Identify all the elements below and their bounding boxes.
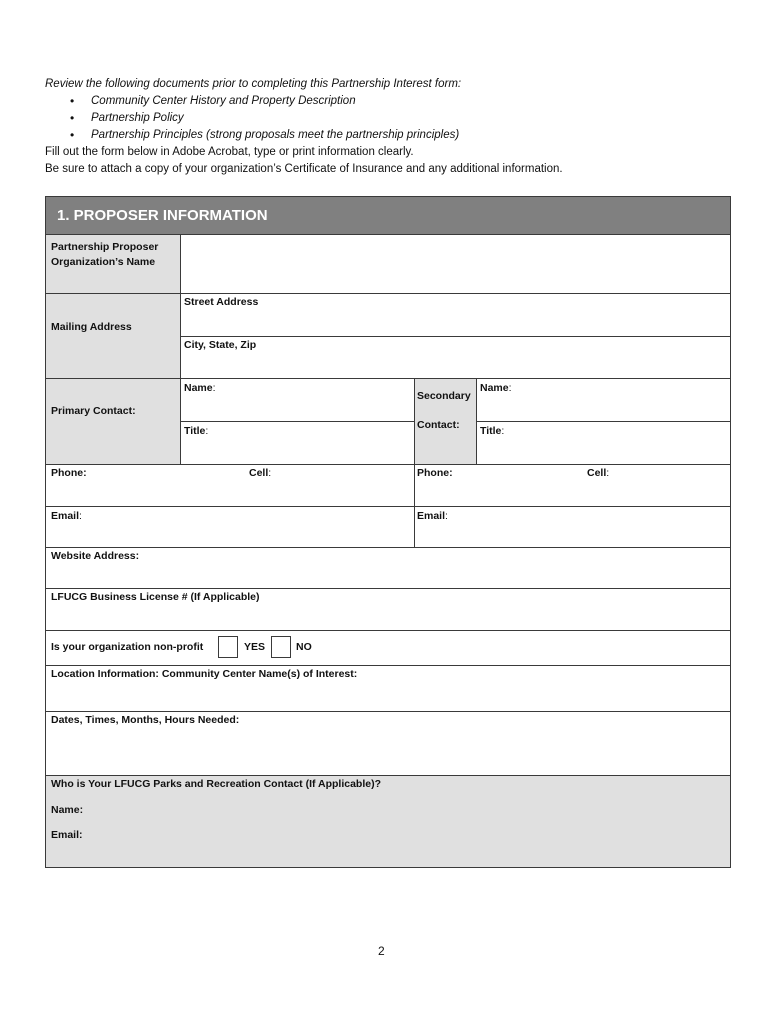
mailing-address-label: Mailing Address <box>51 321 132 333</box>
yes-label: YES <box>244 641 266 653</box>
secondary-label-1: Secondary <box>417 390 471 402</box>
section-header <box>46 197 730 235</box>
colon: : <box>501 425 505 437</box>
secondary-phone-label: Phone: <box>417 467 453 479</box>
review-line: Review the following documents prior to completing this Partnership Interest form: <box>45 78 462 90</box>
secondary-label-2: Contact: <box>417 419 460 431</box>
page-number: 2 <box>378 944 385 958</box>
document-item: • Partnership Policy <box>45 110 745 127</box>
org-name-label <box>51 240 158 270</box>
fill-instruction: Fill out the form below in Adobe Acrobat, type or print information clearly. <box>45 146 414 158</box>
primary-title-label <box>184 424 208 439</box>
email-text: Email <box>51 510 80 522</box>
secondary-name-label <box>480 381 512 396</box>
org-name-label-line: Partnership Proposer <box>51 241 159 253</box>
yes-checkbox[interactable] <box>218 636 238 658</box>
name-text: Name <box>184 382 213 394</box>
title-text: Title <box>480 425 502 437</box>
email-text: Email <box>417 510 446 522</box>
name-text: Name <box>480 382 509 394</box>
colon: : <box>212 382 216 394</box>
instructions <box>45 76 745 178</box>
street-address-label: Street Address <box>184 296 259 308</box>
section-title: 1. PROPOSER INFORMATION <box>57 207 268 224</box>
cell-text: Cell <box>587 467 607 479</box>
document-item: • Community Center History and Property Description <box>45 93 745 110</box>
org-name-label-line: Organization’s Name <box>51 256 156 268</box>
primary-contact-label-cell <box>46 379 180 464</box>
website-label: Website Address: <box>51 550 140 562</box>
no-label: NO <box>296 641 312 653</box>
dates-label: Dates, Times, Months, Hours Needed: <box>51 714 240 726</box>
cell-text: Cell <box>249 467 269 479</box>
parks-contact-label: Who is Your LFUCG Parks and Recreation Contact (If Applicable)? <box>51 778 382 790</box>
colon: : <box>445 510 448 522</box>
document-item: • Partnership Principles (strong proposals meet the partnership principles) <box>45 127 745 144</box>
colon: : <box>205 425 209 437</box>
primary-contact-label: Primary Contact: <box>51 405 136 417</box>
document-list <box>45 93 745 144</box>
primary-phone-label: Phone: <box>51 467 87 479</box>
primary-email-label <box>51 509 82 524</box>
primary-cell-label <box>249 466 271 481</box>
parks-email-label: Email: <box>51 829 83 841</box>
primary-name-label <box>184 381 216 396</box>
colon: : <box>79 510 82 522</box>
no-checkbox[interactable] <box>271 636 291 658</box>
secondary-email-label <box>417 509 448 524</box>
business-license-label: LFUCG Business License # (If Applicable) <box>51 591 260 603</box>
parks-name-label: Name: <box>51 804 84 816</box>
secondary-cell-label <box>587 466 609 481</box>
proposer-information-form <box>45 196 731 868</box>
attach-instruction: Be sure to attach a copy of your organization’s Certificate of Insurance and any additional information. <box>45 163 563 175</box>
location-label: Location Information: Community Center Name(s) of Interest: <box>51 668 358 680</box>
colon: : <box>508 382 512 394</box>
secondary-title-label <box>480 424 504 439</box>
city-state-zip-label: City, State, Zip <box>184 339 257 351</box>
mailing-label-cell <box>46 294 180 379</box>
colon: : <box>268 467 272 479</box>
nonprofit-label: Is your organization non-profit <box>51 641 204 653</box>
colon: : <box>606 467 610 479</box>
title-text: Title <box>184 425 206 437</box>
